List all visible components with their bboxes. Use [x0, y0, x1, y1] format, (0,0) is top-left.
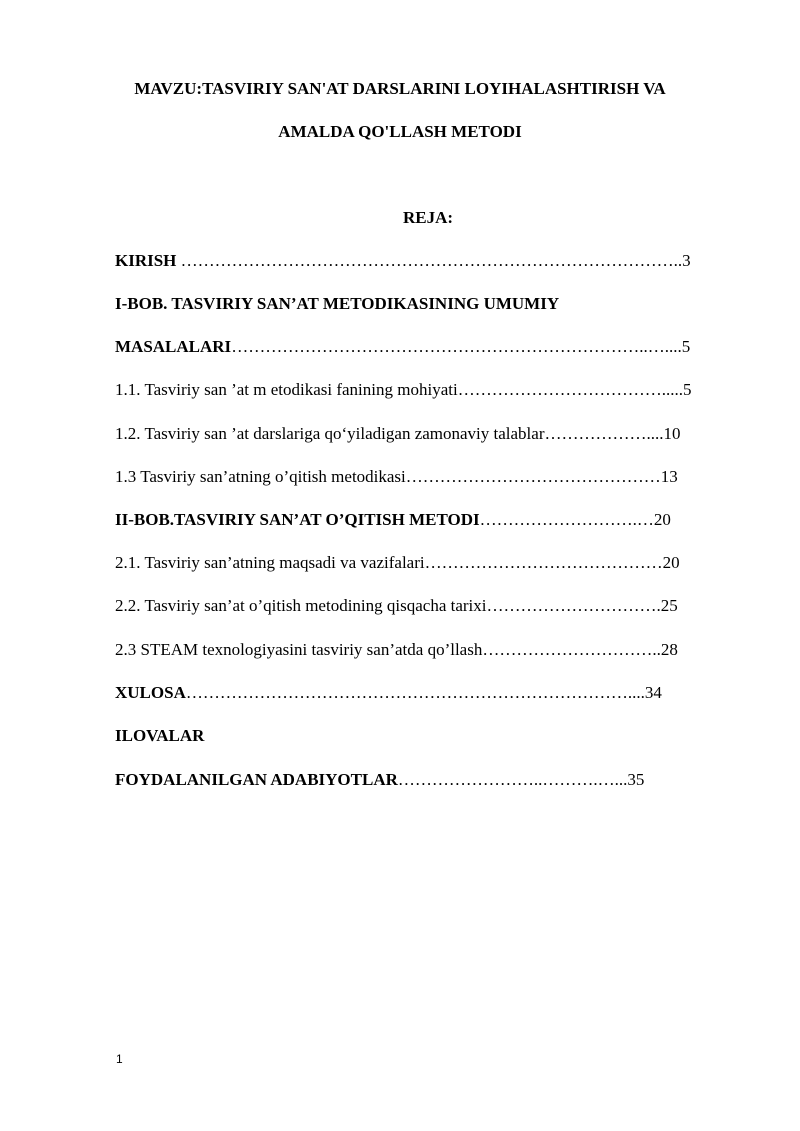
toc-entry-label: 2.2. Tasviriy san’at o’qitish metodining qisqacha tarixi — [115, 596, 487, 615]
toc-entry-label: 1.2. Tasviriy san ’at darslariga qo‘yiladigan zamonaviy talablar — [115, 424, 545, 443]
toc-entry-leader: ……………………………….....5 — [457, 380, 692, 399]
toc-entry-leader: ………………....10 — [544, 424, 681, 443]
toc-entry — [115, 467, 678, 487]
toc-entry-leader: ……………………………………………………………………………..3 — [176, 251, 691, 270]
toc-entry-leader: ………………………….25 — [486, 596, 678, 615]
toc-entry-leader: …………………………..28 — [482, 640, 678, 659]
toc-entry-label: MASALALARI — [115, 337, 232, 356]
toc-entry-label: 1.3 Tasviriy san’atning o’qitish metodikasi — [115, 467, 406, 486]
toc-entry-label: 2.1. Tasviriy san’atning maqsadi va vazifalari — [115, 553, 425, 572]
toc-entry-label: ILOVALAR — [115, 726, 205, 745]
plan-heading: REJA: — [402, 208, 454, 227]
toc-entry-label: 2.3 STEAM texnologiyasini tasviriy san’atda qo’llash — [115, 640, 483, 659]
toc-entry-label: KIRISH — [115, 251, 177, 270]
toc-entry — [115, 424, 681, 444]
toc-entry-label: 1.1. Tasviriy san ’at m etodikasi fanining mohiyati — [115, 380, 458, 399]
toc-entry — [115, 294, 559, 314]
page-number: 1 — [116, 1052, 123, 1066]
toc-entry — [115, 640, 678, 660]
toc-entry-leader: ………………………………………………………………..…....5 — [231, 337, 691, 356]
toc-entry — [115, 596, 678, 616]
toc-entry — [115, 251, 691, 271]
toc-entry — [115, 380, 691, 400]
toc-entry — [115, 683, 662, 703]
toc-entry-label: II-BOB.TASVIRIY SAN’AT O’QITISH METODI — [115, 510, 480, 529]
toc-entry — [115, 510, 671, 530]
toc-entry-label: FOYDALANILGAN ADABIYOTLAR — [115, 770, 398, 789]
toc-entry — [115, 770, 644, 790]
toc-entry-label: XULOSA — [115, 683, 186, 702]
document-title-line-2: AMALDA QO'LLASH METODI — [278, 122, 522, 141]
toc-entry-leader: ……………………..……….…...35 — [397, 770, 645, 789]
toc-entry-label: I-BOB. TASVIRIY SAN’AT METODIKASINING UMUMIY — [115, 294, 560, 313]
document-title-line-1: MAVZU:TASVIRIY SAN'AT DARSLARINI LOYIHALASHTIRISH VA — [134, 79, 666, 98]
toc-entry-leader: ……………………….…20 — [479, 510, 671, 529]
toc-entry — [115, 337, 690, 357]
toc-entry — [115, 726, 204, 746]
toc-entry — [115, 553, 680, 573]
toc-entry-leader: ……………………………………………………………………....34 — [185, 683, 662, 702]
toc-entry-leader: ……………………………………20 — [424, 553, 680, 572]
toc-entry-leader: ………………………………………13 — [405, 467, 678, 486]
